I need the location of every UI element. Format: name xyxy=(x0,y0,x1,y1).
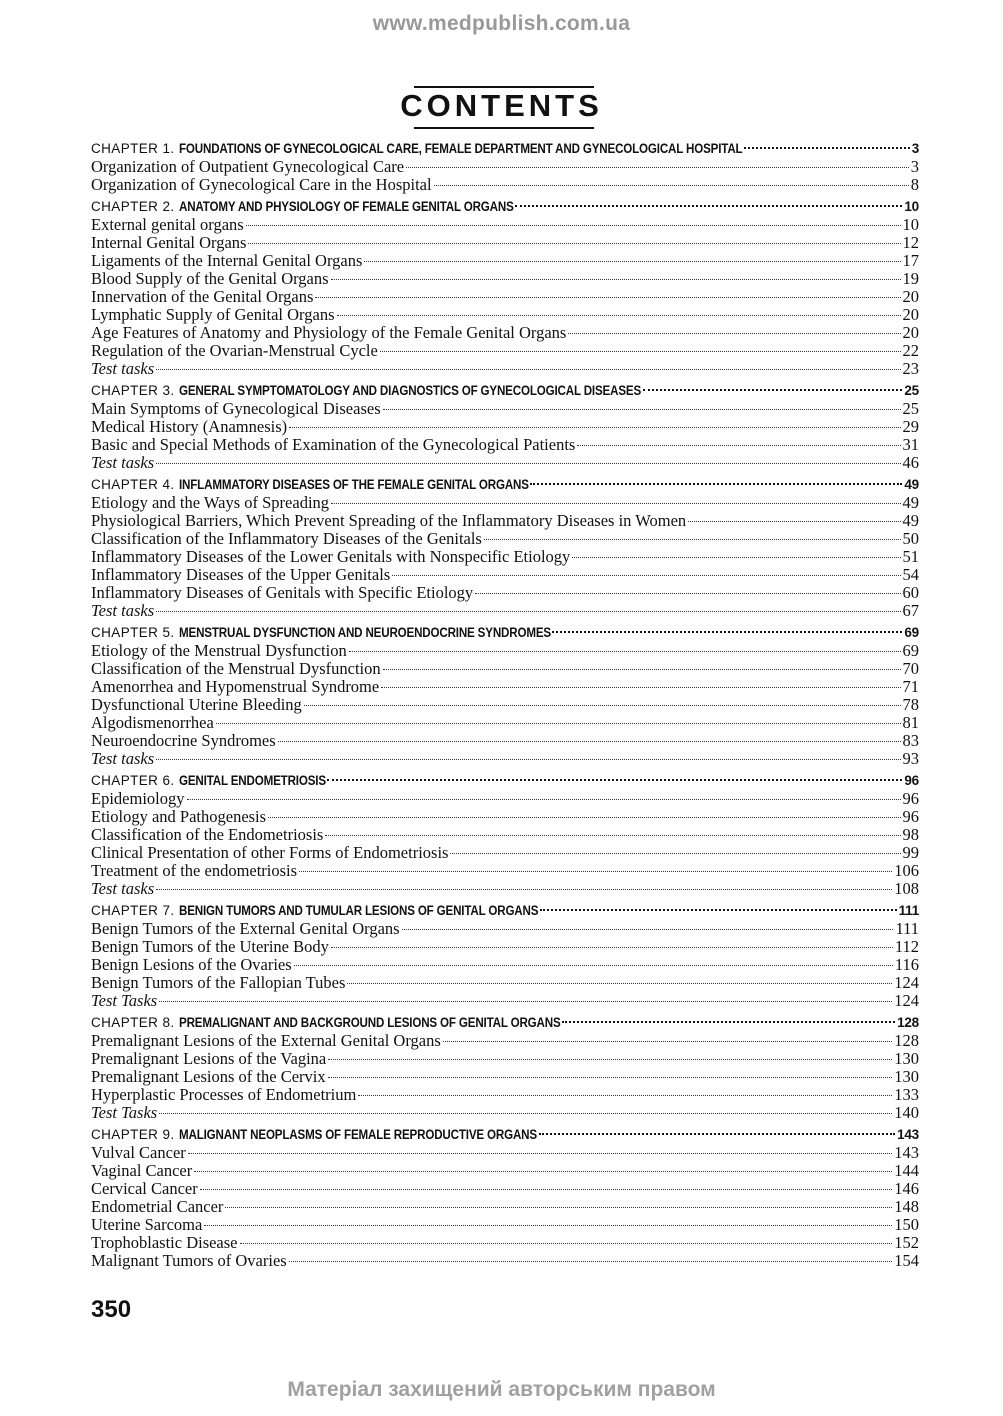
chapter-title: ANATOMY AND PHYSIOLOGY OF FEMALE GENITAL ORGANS xyxy=(178,199,514,214)
entry-title: Inflammatory Diseases of the Lower Genitals with Nonspecific Etiology xyxy=(91,547,571,566)
toc-entry[interactable] xyxy=(91,270,919,288)
chapter-page-number: 96 xyxy=(904,773,919,788)
entry-title: Test tasks xyxy=(91,601,155,620)
entry-page-number: 20 xyxy=(902,323,919,342)
entry-title: Benign Lesions of the Ovaries xyxy=(91,955,292,974)
dot-leader xyxy=(406,167,909,168)
dot-leader xyxy=(331,947,893,948)
chapter-label: CHAPTER 3. xyxy=(91,383,175,398)
dot-leader xyxy=(268,817,900,818)
chapter-heading[interactable] xyxy=(91,198,919,216)
dot-leader xyxy=(328,1059,892,1060)
dot-leader xyxy=(358,1095,892,1096)
chapter-title: MALIGNANT NEOPLASMS OF FEMALE REPRODUCTIVE ORGANS xyxy=(178,1127,537,1142)
chapter-page-number: 10 xyxy=(904,199,919,214)
toc-entry[interactable] xyxy=(91,938,919,956)
chapter-heading[interactable] xyxy=(91,382,919,400)
entry-page-number: 60 xyxy=(902,583,919,602)
chapter-section xyxy=(91,772,919,898)
entry-page-number: 148 xyxy=(894,1197,919,1216)
entry-page-number: 130 xyxy=(894,1067,919,1086)
entry-title: Endometrial Cancer xyxy=(91,1197,224,1216)
toc-entry[interactable] xyxy=(91,324,919,342)
toc-entry[interactable] xyxy=(91,956,919,974)
entry-title: Medical History (Anamnesis) xyxy=(91,417,288,436)
dot-leader xyxy=(248,243,900,244)
dot-leader xyxy=(156,759,900,760)
chapter-title: INFLAMMATORY DISEASES OF THE FEMALE GENITAL ORGANS xyxy=(178,477,529,492)
entry-page-number: 78 xyxy=(902,695,919,714)
toc-entry[interactable] xyxy=(91,234,919,252)
dot-leader xyxy=(337,315,901,316)
entry-title: Regulation of the Ovarian-Menstrual Cycle xyxy=(91,341,378,360)
entry-page-number: 54 xyxy=(902,565,919,584)
dot-leader xyxy=(744,147,910,149)
toc-entry[interactable] xyxy=(91,642,919,660)
entry-page-number: 111 xyxy=(895,919,919,938)
dot-leader xyxy=(216,723,901,724)
entry-title: Basic and Special Methods of Examination of the Gynecological Patients xyxy=(91,435,576,454)
dot-leader xyxy=(443,1041,892,1042)
toc-entry[interactable] xyxy=(91,826,919,844)
dot-leader xyxy=(475,593,900,594)
entry-title: Epidemiology xyxy=(91,789,185,808)
dot-leader xyxy=(187,799,901,800)
toc-entry[interactable] xyxy=(91,714,919,732)
toc-entry[interactable] xyxy=(91,660,919,678)
toc-entry[interactable] xyxy=(91,1234,919,1252)
toc-entry[interactable] xyxy=(91,974,919,992)
entry-title: Lymphatic Supply of Genital Organs xyxy=(91,305,335,324)
dot-leader xyxy=(383,669,901,670)
chapter-label: CHAPTER 9. xyxy=(91,1127,175,1142)
dot-leader xyxy=(240,1243,893,1244)
entry-page-number: 144 xyxy=(894,1161,919,1180)
chapter-label: CHAPTER 7. xyxy=(91,903,175,918)
chapter-title: FOUNDATIONS OF GYNECOLOGICAL CARE, FEMALE DEPARTMENT AND GYNECOLOGICAL HOSPITAL xyxy=(178,141,743,156)
entry-title: Cervical Cancer xyxy=(91,1179,198,1198)
entry-page-number: 70 xyxy=(902,659,919,678)
dot-leader xyxy=(156,369,900,370)
entry-page-number: 20 xyxy=(902,305,919,324)
entry-title: Internal Genital Organs xyxy=(91,233,247,252)
dot-leader xyxy=(515,205,902,207)
entry-title: Organization of Gynecological Care in the Hospital xyxy=(91,175,432,194)
chapter-page-number: 49 xyxy=(904,477,919,492)
chapter-label: CHAPTER 1. xyxy=(91,141,175,156)
dot-leader xyxy=(364,261,900,262)
toc-entry[interactable] xyxy=(91,678,919,696)
chapter-page-number: 128 xyxy=(897,1015,919,1030)
chapter-label: CHAPTER 8. xyxy=(91,1015,175,1030)
chapter-section xyxy=(91,624,919,768)
dot-leader xyxy=(540,909,897,911)
entry-title: Test tasks xyxy=(91,879,155,898)
entry-page-number: 17 xyxy=(902,251,919,270)
dot-leader xyxy=(327,779,902,781)
entry-page-number: 130 xyxy=(894,1049,919,1068)
entry-page-number: 12 xyxy=(902,233,919,252)
entry-page-number: 23 xyxy=(902,359,919,378)
chapter-heading[interactable] xyxy=(91,1126,919,1144)
dot-leader xyxy=(246,225,901,226)
dot-leader xyxy=(159,1113,892,1114)
toc-entry[interactable] xyxy=(91,1216,919,1234)
entry-title: Etiology of the Menstrual Dysfunction xyxy=(91,641,347,660)
dot-leader xyxy=(294,965,893,966)
title-rule-bottom xyxy=(414,127,594,129)
toc-entry[interactable] xyxy=(91,1252,919,1270)
toc-entry[interactable] xyxy=(91,400,919,418)
entry-page-number: 124 xyxy=(894,973,919,992)
entry-title: Test tasks xyxy=(91,453,155,472)
dot-leader xyxy=(568,333,900,334)
entry-title: Innervation of the Genital Organs xyxy=(91,287,314,306)
header-url: www.medpublish.com.ua xyxy=(372,12,631,35)
dot-leader xyxy=(688,521,900,522)
entry-title: Clinical Presentation of other Forms of Endometriosis xyxy=(91,843,449,862)
dot-leader xyxy=(552,631,902,633)
chapter-page-number: 143 xyxy=(897,1127,919,1142)
chapter-heading[interactable] xyxy=(91,902,919,920)
toc-entry[interactable] xyxy=(91,1050,919,1068)
dot-leader xyxy=(159,1001,892,1002)
entry-title: Malignant Tumors of Ovaries xyxy=(91,1251,287,1270)
toc-entry[interactable] xyxy=(91,1104,919,1122)
entry-title: Benign Tumors of the Fallopian Tubes xyxy=(91,973,346,992)
entry-title: Main Symptoms of Gynecological Diseases xyxy=(91,399,381,418)
toc-entry[interactable] xyxy=(91,880,919,898)
entry-page-number: 69 xyxy=(902,641,919,660)
entry-page-number: 81 xyxy=(902,713,919,732)
entry-page-number: 20 xyxy=(902,287,919,306)
entry-page-number: 146 xyxy=(894,1179,919,1198)
chapter-section xyxy=(91,1014,919,1122)
entry-title: Benign Tumors of the Uterine Body xyxy=(91,937,329,956)
toc-entry[interactable] xyxy=(91,342,919,360)
toc-entry[interactable] xyxy=(91,790,919,808)
entry-page-number: 71 xyxy=(902,677,919,696)
entry-title: Test Tasks xyxy=(91,1103,158,1122)
entry-title: Physiological Barriers, Which Prevent Spreading of the Inflammatory Diseases in Women xyxy=(91,511,687,530)
toc-entry[interactable] xyxy=(91,494,919,512)
dot-leader xyxy=(530,483,902,485)
toc-entry[interactable] xyxy=(91,1162,919,1180)
chapter-label: CHAPTER 4. xyxy=(91,477,175,492)
entry-title: Premalignant Lesions of the External Genital Organs xyxy=(91,1031,441,1050)
entry-page-number: 22 xyxy=(902,341,919,360)
entry-title: Etiology and Pathogenesis xyxy=(91,807,267,826)
dot-leader xyxy=(434,185,909,186)
dot-leader xyxy=(204,1225,892,1226)
chapter-heading[interactable] xyxy=(91,140,919,158)
entry-title: Organization of Outpatient Gynecological Care xyxy=(91,157,405,176)
chapter-title: MENSTRUAL DYSFUNCTION AND NEUROENDOCRINE SYNDROMES xyxy=(178,625,551,640)
entry-page-number: 154 xyxy=(894,1251,919,1270)
entry-title: Hyperplastic Processes of Endometrium xyxy=(91,1085,357,1104)
page-number: 350 xyxy=(91,1296,132,1323)
toc-entry[interactable] xyxy=(91,548,919,566)
entry-page-number: 124 xyxy=(894,991,919,1010)
chapter-heading[interactable] xyxy=(91,1014,919,1032)
chapter-title: GENERAL SYMPTOMATOLOGY AND DIAGNOSTICS OF GYNECOLOGICAL DISEASES xyxy=(178,383,641,398)
chapter-page-number: 3 xyxy=(911,141,919,156)
entry-page-number: 152 xyxy=(894,1233,919,1252)
dot-leader xyxy=(577,445,900,446)
toc-entry[interactable] xyxy=(91,252,919,270)
entry-title: Neuroendocrine Syndromes xyxy=(91,731,276,750)
chapter-section xyxy=(91,198,919,378)
toc-entry[interactable] xyxy=(91,216,919,234)
toc-entry[interactable] xyxy=(91,1032,919,1050)
toc-entry[interactable] xyxy=(91,808,919,826)
dot-leader xyxy=(450,853,900,854)
entry-page-number: 3 xyxy=(910,157,919,176)
dot-leader xyxy=(156,611,900,612)
entry-title: Ligaments of the Internal Genital Organs xyxy=(91,251,363,270)
toc-entry[interactable] xyxy=(91,1086,919,1104)
toc-entry[interactable] xyxy=(91,696,919,714)
table-of-contents xyxy=(91,140,919,1274)
entry-page-number: 140 xyxy=(894,1103,919,1122)
toc-entry[interactable] xyxy=(91,1144,919,1162)
chapter-label: CHAPTER 2. xyxy=(91,199,175,214)
toc-entry[interactable] xyxy=(91,512,919,530)
entry-title: Blood Supply of the Genital Organs xyxy=(91,269,329,288)
dot-leader xyxy=(331,279,901,280)
entry-page-number: 96 xyxy=(902,789,919,808)
entry-page-number: 150 xyxy=(894,1215,919,1234)
toc-entry[interactable] xyxy=(91,1198,919,1216)
toc-entry[interactable] xyxy=(91,454,919,472)
entry-page-number: 116 xyxy=(894,955,919,974)
page-title: CONTENTS xyxy=(400,88,603,123)
entry-page-number: 93 xyxy=(902,749,919,768)
entry-title: Test tasks xyxy=(91,749,155,768)
dot-leader xyxy=(325,835,900,836)
chapter-section xyxy=(91,902,919,1010)
chapter-heading[interactable] xyxy=(91,772,919,790)
toc-entry[interactable] xyxy=(91,602,919,620)
entry-page-number: 112 xyxy=(894,937,919,956)
entry-page-number: 96 xyxy=(902,807,919,826)
toc-entry[interactable] xyxy=(91,862,919,880)
entry-page-number: 133 xyxy=(894,1085,919,1104)
toc-entry[interactable] xyxy=(91,1068,919,1086)
toc-entry[interactable] xyxy=(91,418,919,436)
entry-page-number: 31 xyxy=(902,435,919,454)
chapter-page-number: 69 xyxy=(904,625,919,640)
toc-entry[interactable] xyxy=(91,436,919,454)
dot-leader xyxy=(194,1171,892,1172)
dot-leader xyxy=(484,539,901,540)
dot-leader xyxy=(328,1077,893,1078)
entry-title: Dysfunctional Uterine Bleeding xyxy=(91,695,302,714)
dot-leader xyxy=(331,503,900,504)
toc-entry[interactable] xyxy=(91,288,919,306)
dot-leader xyxy=(200,1189,893,1190)
dot-leader xyxy=(572,557,900,558)
entry-title: Test tasks xyxy=(91,359,155,378)
entry-page-number: 46 xyxy=(902,453,919,472)
entry-title: Benign Tumors of the External Genital Organs xyxy=(91,919,400,938)
dot-leader xyxy=(381,687,900,688)
entry-page-number: 25 xyxy=(902,399,919,418)
entry-title: Inflammatory Diseases of the Upper Genitals xyxy=(91,565,391,584)
dot-leader xyxy=(347,983,892,984)
entry-title: Trophoblastic Disease xyxy=(91,1233,238,1252)
entry-page-number: 10 xyxy=(902,215,919,234)
entry-title: Classification of the Menstrual Dysfunction xyxy=(91,659,381,678)
dot-leader xyxy=(392,575,900,576)
toc-entry[interactable] xyxy=(91,306,919,324)
toc-entry[interactable] xyxy=(91,360,919,378)
dot-leader xyxy=(299,871,892,872)
chapter-page-number: 111 xyxy=(898,903,919,918)
dot-leader xyxy=(304,705,901,706)
entry-page-number: 29 xyxy=(902,417,919,436)
entry-title: Uterine Sarcoma xyxy=(91,1215,203,1234)
toc-entry[interactable] xyxy=(91,584,919,602)
entry-title: Classification of the Endometriosis xyxy=(91,825,324,844)
toc-entry[interactable] xyxy=(91,750,919,768)
chapter-section xyxy=(91,382,919,472)
chapter-section xyxy=(91,140,919,194)
dot-leader xyxy=(289,1261,893,1262)
chapter-heading[interactable] xyxy=(91,476,919,494)
entry-page-number: 128 xyxy=(894,1031,919,1050)
toc-entry[interactable] xyxy=(91,844,919,862)
entry-title: Algodismenorrhea xyxy=(91,713,214,732)
chapter-heading[interactable] xyxy=(91,624,919,642)
chapter-section xyxy=(91,1126,919,1270)
dot-leader xyxy=(315,297,900,298)
entry-page-number: 99 xyxy=(902,843,919,862)
dot-leader xyxy=(278,741,901,742)
entry-title: Age Features of Anatomy and Physiology of the Female Genital Organs xyxy=(91,323,567,342)
entry-page-number: 51 xyxy=(902,547,919,566)
chapter-title: BENIGN TUMORS AND TUMULAR LESIONS OF GENITAL ORGANS xyxy=(178,903,538,918)
entry-title: Premalignant Lesions of the Vagina xyxy=(91,1049,327,1068)
entry-title: Amenorrhea and Hypomenstrual Syndrome xyxy=(91,677,380,696)
entry-title: Inflammatory Diseases of Genitals with Specific Etiology xyxy=(91,583,474,602)
toc-entry[interactable] xyxy=(91,992,919,1010)
entry-title: Test Tasks xyxy=(91,991,158,1010)
entry-page-number: 108 xyxy=(894,879,919,898)
entry-page-number: 106 xyxy=(894,861,919,880)
entry-page-number: 49 xyxy=(902,511,919,530)
entry-page-number: 143 xyxy=(894,1143,919,1162)
dot-leader xyxy=(188,1153,892,1154)
entry-title: Premalignant Lesions of the Cervix xyxy=(91,1067,326,1086)
toc-entry[interactable] xyxy=(91,530,919,548)
copyright-footer: Матеріал захищений авторським правом xyxy=(287,1378,716,1401)
chapter-label: CHAPTER 6. xyxy=(91,773,175,788)
entry-page-number: 83 xyxy=(902,731,919,750)
entry-title: Vaginal Cancer xyxy=(91,1161,193,1180)
entry-title: Etiology and the Ways of Spreading xyxy=(91,493,330,512)
entry-page-number: 67 xyxy=(902,601,919,620)
chapter-page-number: 25 xyxy=(904,383,919,398)
chapter-section xyxy=(91,476,919,620)
dot-leader xyxy=(643,389,903,391)
toc-entry[interactable] xyxy=(91,1180,919,1198)
toc-entry[interactable] xyxy=(91,732,919,750)
dot-leader xyxy=(349,651,901,652)
entry-page-number: 19 xyxy=(902,269,919,288)
dot-leader xyxy=(156,463,900,464)
entry-page-number: 98 xyxy=(902,825,919,844)
chapter-label: CHAPTER 5. xyxy=(91,625,175,640)
dot-leader xyxy=(380,351,901,352)
dot-leader xyxy=(156,889,892,890)
dot-leader xyxy=(562,1021,895,1023)
dot-leader xyxy=(289,427,900,428)
chapter-title: GENITAL ENDOMETRIOSIS xyxy=(178,773,326,788)
entry-title: Vulval Cancer xyxy=(91,1143,186,1162)
entry-title: Treatment of the endometriosis xyxy=(91,861,298,880)
dot-leader xyxy=(383,409,901,410)
dot-leader xyxy=(225,1207,892,1208)
dot-leader xyxy=(539,1133,896,1135)
entry-page-number: 49 xyxy=(902,493,919,512)
entry-page-number: 50 xyxy=(902,529,919,548)
toc-entry[interactable] xyxy=(91,920,919,938)
entry-page-number: 8 xyxy=(910,175,919,194)
entry-title: Classification of the Inflammatory Diseases of the Genitals xyxy=(91,529,482,548)
toc-entry[interactable] xyxy=(91,158,919,176)
entry-title: External genital organs xyxy=(91,215,244,234)
chapter-title: PREMALIGNANT AND BACKGROUND LESIONS OF GENITAL ORGANS xyxy=(178,1015,561,1030)
toc-entry[interactable] xyxy=(91,176,919,194)
toc-entry[interactable] xyxy=(91,566,919,584)
dot-leader xyxy=(402,929,894,930)
